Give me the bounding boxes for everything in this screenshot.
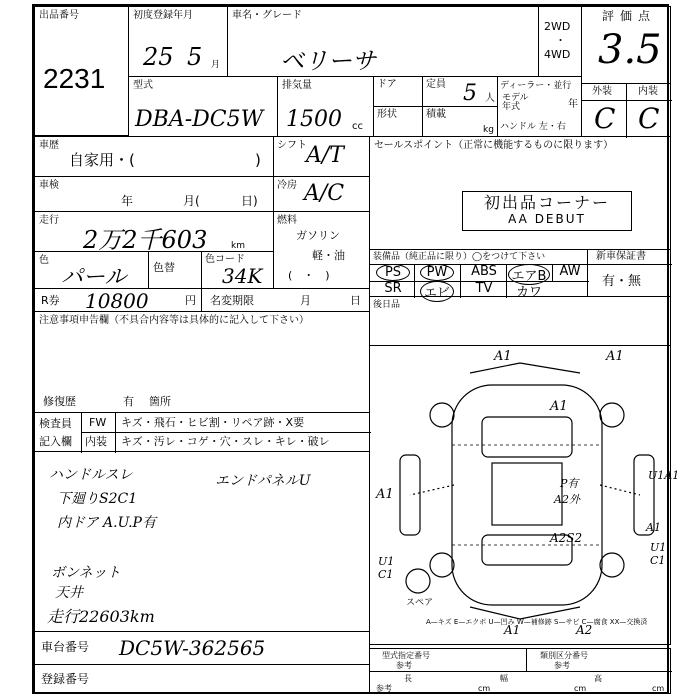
grade-label: 評価点	[602, 9, 657, 23]
warranty-box	[587, 249, 671, 297]
fuel-gas: ガソリン	[296, 229, 340, 242]
sales-point-label: セールスポイント（正常に機能するものに限ります）	[374, 140, 614, 151]
spec-box	[369, 648, 671, 694]
color-code-box	[201, 251, 274, 289]
name-change-label: 名変期限	[210, 294, 254, 307]
equipment-label: 装備品（純正品に限り）◯をつけて下さい	[373, 252, 546, 262]
doors-label: ドア	[377, 79, 397, 90]
handle-label: ハンドル 左・右	[500, 122, 566, 132]
remark-line-6: 天井	[55, 585, 83, 601]
model-box	[227, 6, 539, 77]
notes-label: 注意事項申告欄（不具合内容等は具体的に記入して下さい）	[39, 315, 309, 326]
inspection-year: 年	[121, 194, 134, 208]
remark-line-5: ボンネット	[51, 565, 121, 581]
capacity-label: 定員	[426, 79, 446, 90]
lot-number: 2231	[43, 63, 106, 94]
width-unit: cm	[574, 684, 587, 693]
load-unit: kg	[483, 125, 494, 135]
equip-sr: SR	[384, 281, 402, 296]
capacity-box	[422, 76, 498, 107]
inspection-label: 車検	[39, 180, 59, 191]
equipment-box	[369, 249, 588, 301]
legend: A—キズ E—エクボ U—凹み W—補修跡 S—サビ C—腐食 XX—交換済	[426, 618, 648, 626]
displacement-value: 1500	[286, 107, 342, 132]
repair-value: 有	[123, 395, 134, 408]
ext-label: 外装	[592, 86, 612, 97]
displacement-box	[277, 76, 374, 137]
category-ref: 参考	[554, 661, 570, 670]
mileage-unit: km	[231, 241, 245, 251]
mileage-box	[34, 211, 274, 252]
color-label: 色	[39, 255, 49, 266]
int-rating: C	[638, 102, 660, 135]
inspector-box	[34, 412, 370, 452]
shift-value: A/T	[306, 143, 344, 168]
grade-box	[581, 6, 671, 84]
chassis-label: 車台番号	[41, 640, 90, 654]
drive-4wd: 4WD	[544, 48, 571, 61]
spec-ref: 参考	[376, 684, 392, 693]
displacement-unit: cc	[352, 121, 363, 132]
shift-box	[273, 136, 370, 177]
ac-label: 冷房	[277, 180, 297, 191]
aftermarket-box	[369, 296, 671, 346]
sales-point-box	[369, 136, 671, 250]
drive-box	[538, 6, 582, 77]
inspector-naiso: 内装	[85, 435, 107, 448]
lot-box	[34, 6, 129, 136]
inspector-row2: キズ・汚レ・コゲ・穴・スレ・キレ・破レ	[121, 435, 330, 448]
aftermarket-label: 後日品	[373, 300, 401, 310]
auction-sheet	[32, 4, 680, 694]
remark-line-2: 下廻りS2C1	[57, 491, 138, 507]
int-label: 内装	[638, 86, 658, 97]
dealer-label: ディーラー・並行	[500, 81, 572, 91]
remark-right: エンドパネルU	[215, 473, 311, 489]
history-value: 自家用・(	[69, 151, 135, 169]
equip-aw: AW	[559, 264, 581, 279]
name-change-day: 日	[350, 294, 361, 307]
inspector-label-2: 記入欄	[39, 435, 72, 448]
width-label: 幅	[500, 674, 508, 683]
type-label: 型式	[133, 80, 153, 91]
displacement-label: 排気量	[282, 80, 312, 91]
equip-navi: エビ	[420, 281, 454, 302]
ac-box	[273, 176, 370, 212]
equip-ps: PS	[376, 264, 410, 281]
length-label: 長	[404, 674, 412, 683]
registration-no-box	[34, 664, 370, 694]
diag-mark-6: A2外	[554, 493, 580, 506]
repair-bracket: 箇所	[149, 395, 171, 408]
warranty-label: 新車保証書	[596, 251, 646, 262]
registration-box	[128, 6, 228, 77]
diag-mark-2: A1	[606, 349, 624, 364]
debut-box	[462, 191, 632, 231]
equip-tv: TV	[475, 281, 493, 296]
inspection-box	[34, 176, 274, 212]
registration-month-unit: 月	[211, 60, 221, 70]
diag-mark-3: A1	[550, 399, 568, 414]
fuel-light: 軽・油	[312, 249, 345, 262]
diag-mark-4: A1	[376, 487, 394, 502]
chassis-value: DC5W-362565	[119, 636, 266, 660]
history-label: 車歴	[39, 140, 59, 151]
type-spec-label: 型式指定番号	[382, 651, 430, 660]
color-swap-box	[148, 251, 202, 289]
notes-box	[34, 311, 370, 413]
diagram-box	[369, 345, 680, 645]
capacity-value: 5	[463, 81, 477, 106]
model-label: 車名・グレード	[232, 10, 302, 21]
diag-mark-8: U1A1	[648, 469, 680, 482]
shift-label: シフト	[277, 140, 307, 151]
ac-value: A/C	[304, 181, 345, 206]
diag-mark-11: U1 C1	[650, 541, 667, 567]
color-swap-label: 色替	[153, 261, 175, 274]
fuel-paren: ( ・ )	[288, 269, 330, 282]
fuel-box	[273, 211, 370, 289]
height-unit: cm	[652, 684, 665, 693]
remark-line-3: 内ドア A.U.P有	[57, 515, 156, 531]
lot-label: 出品番号	[39, 10, 79, 21]
height-label: 高	[594, 674, 602, 683]
grade-value: 3.5	[598, 27, 662, 73]
mileage-label: 走行	[39, 215, 59, 226]
drive-dot: ・	[555, 34, 566, 47]
debut-sub: AA DEBUT	[508, 212, 586, 226]
load-box	[422, 106, 498, 137]
length-unit: cm	[478, 684, 491, 693]
diag-mark-1: A1	[494, 349, 512, 364]
name-change-box	[201, 288, 370, 312]
registration-month: 5	[187, 43, 203, 71]
remark-line-7: 走行22603km	[47, 607, 155, 626]
inspection-day: 日)	[241, 194, 258, 208]
remarks-box	[34, 451, 370, 631]
model-year-unit: 年	[568, 99, 578, 110]
recycle-box	[34, 288, 202, 312]
inspector-row1: キズ・飛石・ヒビ割・リペア跡・X要	[121, 416, 305, 429]
chassis-box	[34, 631, 370, 665]
color-box	[34, 251, 149, 289]
type-box	[128, 76, 278, 137]
car-diagram	[370, 345, 672, 635]
type-value: DBA-DC5W	[135, 107, 264, 132]
inspector-fw: FW	[89, 416, 107, 429]
warranty-value: 有・無	[602, 274, 642, 289]
color-code-label: 色コード	[205, 254, 245, 265]
doors-box	[373, 76, 423, 107]
inspection-month: 月(	[183, 194, 200, 208]
diag-mark-10: U1 C1	[378, 555, 395, 581]
category-label: 類別区分番号	[540, 651, 588, 660]
history-box	[34, 136, 274, 177]
fuel-label: 燃料	[277, 215, 297, 226]
drive-2wd: 2WD	[544, 20, 571, 33]
debut-title: 初出品コーナー	[483, 193, 610, 212]
diag-mark-5: P有	[560, 477, 579, 490]
load-label: 積載	[426, 109, 446, 120]
diag-mark-12: A1	[504, 623, 521, 637]
shape-box	[373, 106, 423, 137]
repair-label: 修復歴	[43, 395, 76, 408]
equip-pw: PW	[420, 264, 454, 281]
remark-line-1: ハンドルスレ	[49, 467, 133, 483]
registration-label: 初度登録年月	[133, 10, 193, 21]
shape-label: 形状	[377, 109, 397, 120]
color-value: パール	[61, 265, 127, 290]
model-name: ベリーサ	[280, 47, 376, 75]
model-year-label: モデル 年式	[502, 93, 529, 112]
capacity-unit: 人	[485, 93, 495, 104]
mileage-value: 2万2千603	[83, 226, 208, 254]
diag-mark-13: A2	[576, 623, 593, 637]
equip-leather: カワ	[515, 285, 542, 300]
registration-year: 25	[143, 43, 174, 71]
type-spec-ref: 参考	[396, 661, 412, 670]
dealer-box	[497, 76, 582, 137]
equip-airbag: エアB	[508, 264, 550, 285]
equip-abs: ABS	[471, 264, 497, 279]
diag-mark-9: A1	[646, 521, 661, 534]
spare-label: スペア	[406, 598, 434, 608]
diag-mark-7: A2S2	[550, 531, 583, 545]
recycle-label: R券	[41, 294, 60, 307]
inspector-label-1: 検査員	[39, 417, 72, 430]
recycle-unit: 円	[185, 294, 196, 307]
recycle-value: 10800	[85, 289, 149, 313]
name-change-month: 月	[300, 294, 311, 307]
color-code: 34K	[222, 264, 263, 288]
registration-no-label: 登録番号	[41, 672, 90, 686]
ratings-box	[581, 83, 671, 137]
history-close: )	[255, 151, 261, 169]
ext-rating: C	[594, 102, 616, 135]
